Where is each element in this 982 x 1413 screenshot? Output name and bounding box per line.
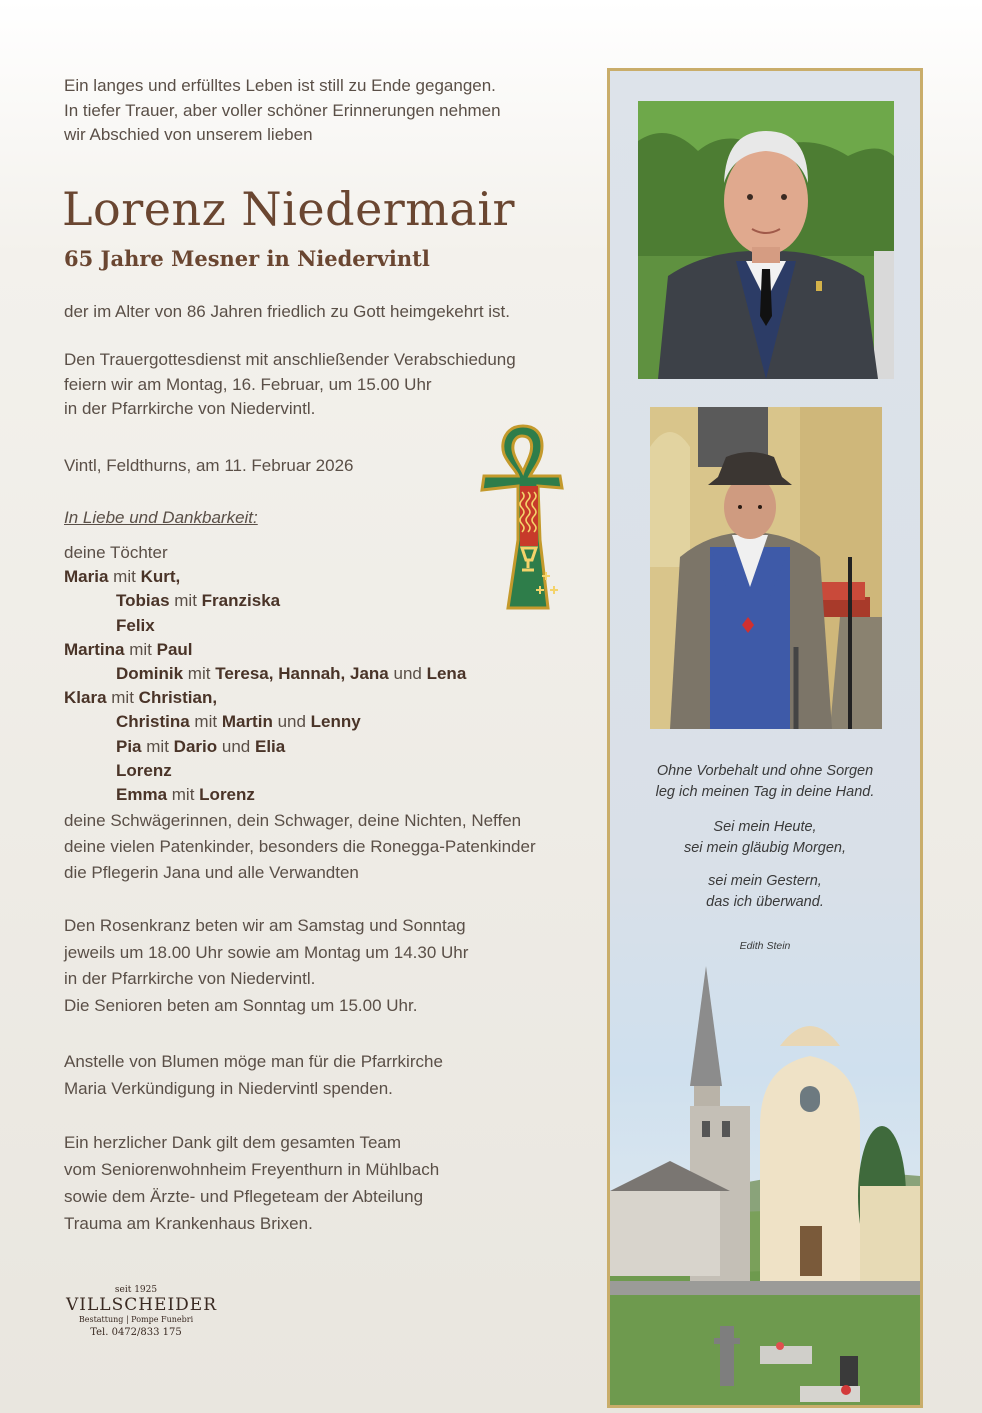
quote-stanza [610,761,920,803]
family-name: Martin [221,712,273,732]
family-name: Christian, [138,688,218,708]
intro-text [64,74,501,148]
relatives-text [64,808,536,886]
intro-line: wir Abschied von unserem lieben [64,125,313,144]
intro-line: In tiefer Trauer, aber voller schöner Erinnerungen nehmen [64,100,501,120]
family-name: Teresa, Hannah, Jana [215,664,389,684]
thanks-line: sowie dem Ärzte- und Pflegeteam der Abteilung [64,1187,424,1206]
quote-line: sei mein gläubig Morgen, [683,840,846,856]
family-row [64,638,466,662]
photo-panel [607,68,923,1408]
thanks-line: vom Seniorenwohnheim Freyenthurn in Mühlbach [64,1160,440,1179]
conjunction: mit [174,591,197,611]
conjunction: und [221,736,251,756]
family-name: Felix [116,615,155,635]
flowers-line: Anstelle von Blumen möge man für die Pfarrkirche [64,1052,443,1071]
family-name: Franziska [201,591,281,611]
service-line: in der Pfarrkirche von Niedervintl. [64,399,316,418]
cross-emblem-icon [478,420,568,615]
quote-line: Ohne Vorbehalt und ohne Sorgen [656,763,874,779]
conjunction: mit [113,567,136,587]
family-name: Klara [64,688,107,708]
deceased-name: Lorenz Niedermair [62,182,516,236]
thanks-text [64,1129,439,1237]
family-name: Emma [116,785,168,805]
intro-line: Ein langes und erfülltes Leben ist still zu Ende gegangen. [64,76,496,95]
rosary-line: Den Rosenkranz beten wir am Samstag und Sonntag [64,916,466,935]
logo-since: seit 1925 [114,1285,158,1295]
church-warden-photo [650,407,882,729]
quote-line: sei mein Gestern, [708,873,822,889]
flowers-line: Maria Verkündigung in Niedervintl spenden. [64,1079,393,1098]
conjunction: und [277,712,306,732]
deceased-subtitle: 65 Jahre Mesner in Niedervintl [64,246,430,271]
conjunction: mit [111,688,134,708]
place-date: Vintl, Feldthurns, am 11. Februar 2026 [64,456,354,475]
family-row [64,686,466,710]
thanks-line: Ein herzlicher Dank gilt dem gesamten Team [64,1133,402,1152]
family-row [64,759,466,783]
family-list [64,541,466,807]
quote-line: das ich überwand. [706,894,824,910]
family-row [64,735,466,759]
logo-brand: VILLSCHEIDER [66,1295,218,1315]
family-row [64,541,466,565]
rosary-line: jeweils um 18.00 Uhr sowie am Montag um 14.30 Uhr [64,942,469,962]
family-name: Martina [64,639,125,659]
family-row [64,783,466,807]
family-name: Lenny [310,712,361,732]
family-name: Lorenz [199,785,255,805]
family-name: Lena [426,664,467,684]
funeral-home-logo [66,1285,218,1338]
family-name: Dominik [116,664,184,684]
service-line: feiern wir am Montag, 16. Februar, um 15.00 Uhr [64,374,432,394]
relatives-line: deine Schwägerinnen, dein Schwager, deine Nichten, Neffen [64,811,522,830]
family-row [64,662,466,686]
conjunction: mit [129,639,152,659]
family-row [64,589,466,613]
service-line: Den Trauergottesdienst mit anschließender Verabschiedung [64,350,516,369]
rosary-line: Die Senioren beten am Sonntag um 15.00 Uhr. [64,995,418,1015]
conjunction: mit [187,664,211,684]
family-name: Kurt, [140,567,181,587]
family-name: Elia [254,736,286,756]
conjunction: und [393,664,422,684]
family-name: Dario [173,736,218,756]
quote-stanza [610,871,920,913]
conjunction: mit [194,712,218,732]
thanks-line: Trauma am Krankenhaus Brixen. [64,1214,313,1233]
family-row [64,565,466,589]
family-name: Maria [64,567,109,587]
family-row [64,710,466,734]
church-cemetery-image [610,946,920,1408]
flowers-text [64,1048,443,1102]
conjunction: mit [146,736,169,756]
relatives-line: deine vielen Patenkinder, besonders die Ronegga-Patenkinder [64,837,536,856]
family-name: Pia [116,736,142,756]
love-heading: In Liebe und Dankbarkeit: [64,508,258,527]
logo-subtitle: Bestattung | Pompe Funebri [78,1315,194,1324]
quote-author: Edith Stein [739,940,791,952]
daughters-label: deine Töchter [64,543,168,562]
rosary-text [64,913,468,1019]
age-line: der im Alter von 86 Jahren friedlich zu Gott heimgekehrt ist. [64,302,510,321]
quote-line: leg ich meinen Tag in deine Hand. [655,784,875,800]
portrait-photo [638,101,894,379]
family-name: Tobias [116,591,170,611]
service-text [64,348,516,422]
quote-stanza [610,817,920,859]
family-name: Christina [116,712,190,732]
quote-line: Sei mein Heute, [713,819,817,835]
relatives-line: die Pflegerin Jana und alle Verwandten [64,863,359,882]
rosary-line: in der Pfarrkirche von Niedervintl. [64,969,316,988]
family-name: Lorenz [116,760,172,780]
logo-phone: Tel. 0472/833 175 [90,1327,182,1338]
conjunction: mit [171,785,195,805]
family-row [64,614,466,638]
family-name: Paul [156,639,193,659]
